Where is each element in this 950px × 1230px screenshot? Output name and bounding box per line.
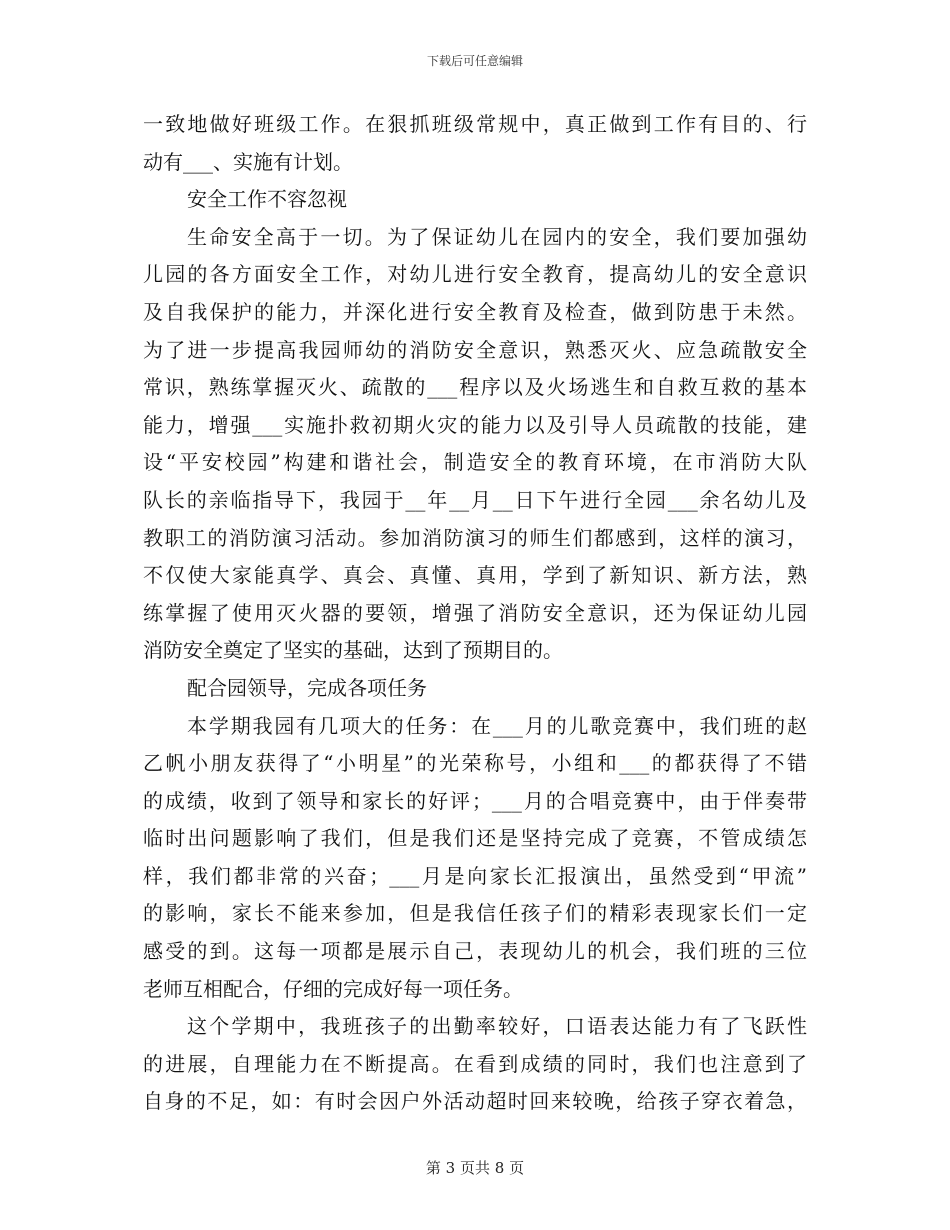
text-line: 的进展，自理能力在不断提高。在看到成绩的同时，我们也注意到了 — [143, 1051, 807, 1076]
text-line: 的影响，家长不能来参加，但是我信任孩子们的精彩表现家长们一定 — [143, 901, 807, 926]
text-line: 设“平安校园”构建和谐社会，制造安全的教育环境，在市消防大队 — [143, 450, 807, 475]
text-line: 这个学期中，我班孩子的出勤率较好，口语表达能力有了飞跃性 — [187, 1014, 807, 1039]
text-line: 常识，熟练掌握灭火、疏散的___程序以及火场逃生和自救互救的基本 — [143, 375, 807, 400]
page-header: 下载后可任意编辑 — [426, 54, 523, 68]
section-heading: 安全工作不容忽视 — [187, 187, 347, 212]
text-line: 老师互相配合，仔细的完成好每一项任务。 — [143, 976, 523, 1001]
text-line: 队长的亲临指导下，我园于__年__月__日下午进行全园___余名幼儿及 — [143, 487, 807, 512]
text-line: 乙帆小朋友获得了“小明星”的光荣称号，小组和___的都获得了不错 — [143, 751, 807, 776]
text-line: 本学期我园有几项大的任务：在___月的儿歌竞赛中，我们班的赵 — [187, 713, 807, 738]
text-line: 的成绩，收到了领导和家长的好评；___月的合唱竞赛中，由于伴奏带 — [143, 788, 807, 813]
text-line: 消防安全奠定了坚实的基础，达到了预期目的。 — [143, 638, 563, 663]
text-line: 为了进一步提高我园师幼的消防安全意识，熟悉灭火、应急疏散安全 — [143, 337, 807, 362]
text-line: 儿园的各方面安全工作，对幼儿进行安全教育，提高幼儿的安全意识 — [143, 262, 807, 287]
document-body — [143, 106, 807, 1121]
section-heading: 配合园领导，完成各项任务 — [187, 675, 427, 700]
text-line: 生命安全高于一切。为了保证幼儿在园内的安全，我们要加强幼 — [187, 224, 807, 249]
text-line: 样，我们都非常的兴奋；___月是向家长汇报演出，虽然受到“甲流” — [143, 863, 807, 888]
page-footer: 第 3 页共 8 页 — [425, 1159, 525, 1177]
text-line: 临时出问题影响了我们，但是我们还是坚持完成了竞赛，不管成绩怎 — [143, 826, 807, 851]
text-line: 不仅使大家能真学、真会、真懂、真用，学到了新知识、新方法，熟 — [143, 563, 807, 588]
text-line: 一致地做好班级工作。在狠抓班级常规中，真正做到工作有目的、行 — [143, 112, 807, 136]
text-line: 教职工的消防演习活动。参加消防演习的师生们都感到，这样的演习， — [143, 525, 807, 550]
text-line: 感受的到。这每一项都是展示自己，表现幼儿的机会，我们班的三位 — [143, 939, 807, 964]
text-line: 能力，增强___实施扑救初期火灾的能力以及引导人员疏散的技能，建 — [143, 412, 807, 437]
text-line: 练掌握了使用灭火器的要领，增强了消防安全意识，还为保证幼儿园 — [143, 600, 807, 625]
text-line: 动有___、实施有计划。 — [143, 149, 353, 174]
text-line: 自身的不足，如：有时会因户外活动超时回来较晚，给孩子穿衣着急， — [143, 1089, 807, 1114]
text-line: 及自我保护的能力，并深化进行安全教育及检查，做到防患于未然。 — [143, 299, 807, 324]
